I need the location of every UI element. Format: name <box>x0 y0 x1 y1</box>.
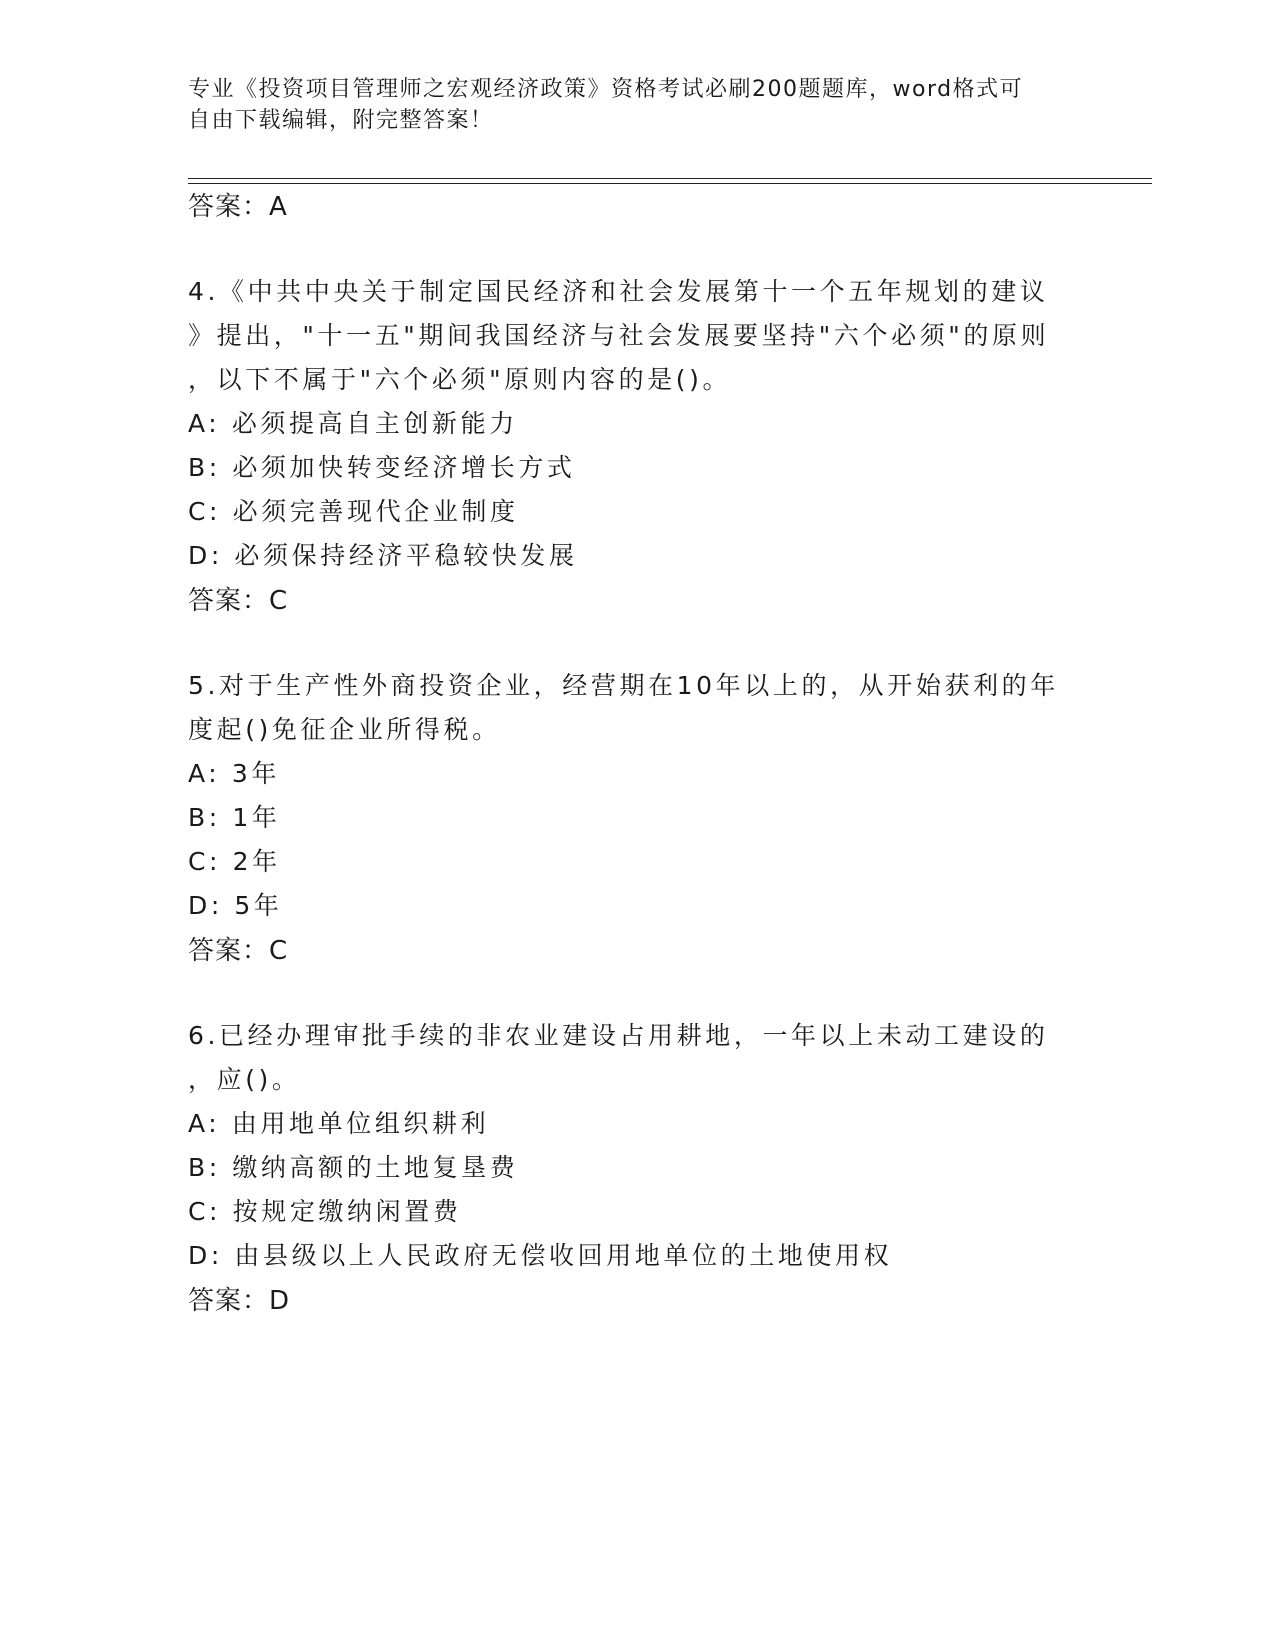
header-rule-top <box>188 178 1152 179</box>
question-6-option-a: A: 由用地单位组织耕利 <box>188 1109 490 1138</box>
question-4-stem-line-3: ，以下不属于"六个必须"原则内容的是()。 <box>188 365 732 394</box>
page-header <box>188 74 1078 136</box>
question-5-option-b: B: 1年 <box>188 803 281 832</box>
question-6-stem-line-2: ，应()。 <box>188 1065 301 1094</box>
question-5-stem-line-1: 5.对于生产性外商投资企业，经营期在10年以上的，从开始获利的年 <box>188 671 1059 700</box>
header-line-2: 自由下载编辑，附完整答案！ <box>188 108 494 133</box>
question-5-option-d: D: 5年 <box>188 891 283 920</box>
question-4-option-d: D: 必须保持经济平稳较快发展 <box>188 541 578 570</box>
header-rule-bottom <box>188 183 1152 184</box>
question-5-option-c: C: 2年 <box>188 847 281 876</box>
header-line-1: 专业《投资项目管理师之宏观经济政策》资格考试必刷200题题库，word格式可 <box>188 77 1024 102</box>
question-6-stem-line-1: 6.已经办理审批手续的非农业建设占用耕地，一年以上未动工建设的 <box>188 1021 1049 1050</box>
question-4-option-c: C: 必须完善现代企业制度 <box>188 497 519 526</box>
question-5-stem-line-2: 度起()免征企业所得税。 <box>188 715 501 744</box>
question-4-option-a: A: 必须提高自主创新能力 <box>188 409 518 438</box>
question-5-answer: 答案：C <box>188 936 289 966</box>
question-6-option-b: B: 缴纳高额的土地复垦费 <box>188 1153 519 1182</box>
question-4-answer: 答案：C <box>188 586 289 616</box>
previous-answer: 答案：A <box>188 192 288 222</box>
question-6-answer: 答案：D <box>188 1286 291 1316</box>
question-6-option-d: D: 由县级以上人民政府无偿收回用地单位的土地使用权 <box>188 1241 893 1270</box>
question-6-option-c: C: 按规定缴纳闲置费 <box>188 1197 462 1226</box>
question-5-option-a: A: 3年 <box>188 759 280 788</box>
question-4-stem-line-2: 》提出，"十一五"期间我国经济与社会发展要坚持"六个必须"的原则 <box>188 321 1050 350</box>
question-4-stem-line-1: 4.《中共中央关于制定国民经济和社会发展第十一个五年规划的建议 <box>188 277 1049 306</box>
question-4-option-b: B: 必须加快转变经济增长方式 <box>188 453 576 482</box>
